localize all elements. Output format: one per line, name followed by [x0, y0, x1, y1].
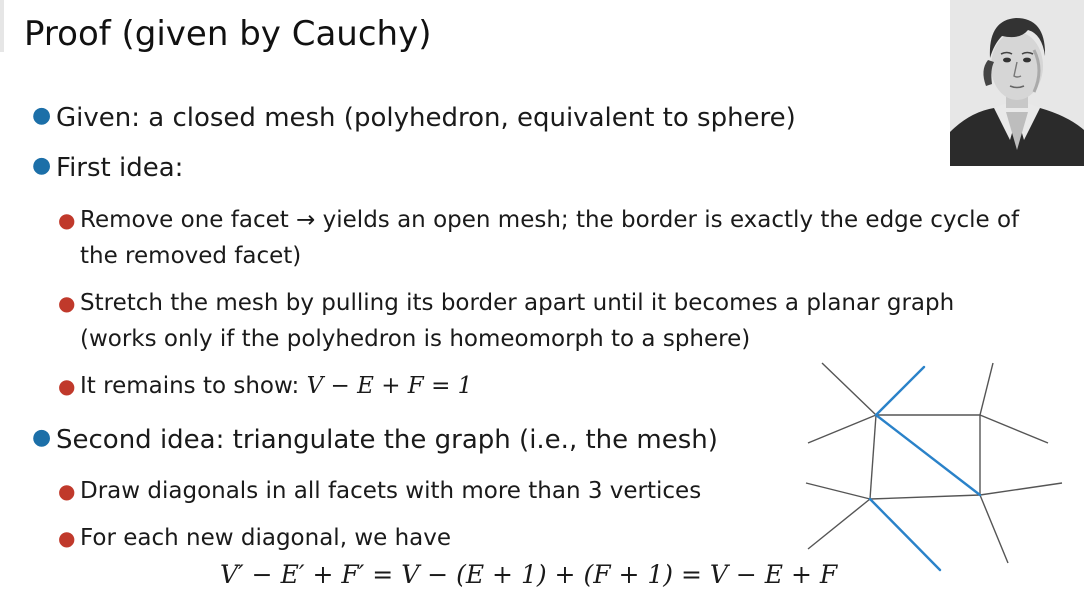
- bullet-second-idea-text: Second idea: triangulate the graph (i.e., the mesh): [56, 425, 718, 455]
- blue-edge: [876, 367, 924, 415]
- sub-bullet-remains-prefix: It remains to show:: [80, 373, 307, 399]
- bullet-given: [32, 103, 796, 134]
- graph-edge: [980, 415, 1048, 443]
- bullet-dot: ●: [32, 425, 52, 450]
- graph-edge: [980, 483, 1062, 495]
- diagonal-formula: V′ − E′ + F′ = V − (E + 1) + (F + 1) = V − E + F: [220, 560, 838, 589]
- sub-bullet-draw-diagonals-text: Draw diagonals in all facets with more than 3 vertices: [80, 478, 702, 504]
- graph-edge: [808, 499, 870, 549]
- bullet-dot: ●: [32, 103, 52, 128]
- bullet-first-idea-text: First idea:: [56, 153, 184, 183]
- graph-edge: [980, 363, 993, 415]
- graph-edge: [980, 495, 1008, 563]
- slide-edge-marker: [0, 0, 4, 52]
- bullet-second-idea: [32, 425, 718, 456]
- sub-bullet-each-diagonal-text: For each new diagonal, we have: [80, 525, 452, 551]
- blue-edge: [870, 499, 940, 570]
- graph-edge: [808, 415, 876, 443]
- sub-bullet-dot: ●: [58, 291, 76, 315]
- sub-bullet-draw-diagonals: [58, 473, 702, 509]
- graph-edge: [822, 363, 876, 415]
- bullet-given-text: Given: a closed mesh (polyhedron, equivalent to sphere): [56, 103, 796, 133]
- diagonal-edge: [876, 415, 980, 495]
- sub-bullet-stretch-mesh: [58, 285, 1000, 357]
- graph-edge: [870, 415, 876, 499]
- sub-bullet-remove-facet-text: Remove one facet → yields an open mesh; the border is exactly the edge cycle of the removed facet): [80, 207, 1020, 269]
- cauchy-portrait: [950, 0, 1084, 166]
- graph-edge: [806, 483, 870, 499]
- bullet-first-idea: [32, 153, 184, 184]
- sub-bullet-remove-facet: [58, 202, 1040, 274]
- sub-bullet-stretch-mesh-text: Stretch the mesh by pulling its border apart until it becomes a planar graph (works only if the polyhedron is homeomorph to a sphere): [80, 290, 955, 352]
- euler-equation: V − E + F = 1: [306, 373, 473, 399]
- graph-edge: [870, 495, 980, 499]
- sub-bullet-each-diagonal: [58, 520, 452, 556]
- sub-bullet-dot: ●: [58, 374, 76, 398]
- bullet-dot: ●: [32, 153, 52, 178]
- sub-bullet-dot: ●: [58, 526, 76, 550]
- sub-bullet-dot: ●: [58, 208, 76, 232]
- sub-bullet-dot: ●: [58, 479, 76, 503]
- sub-bullet-remains-to-show: [58, 368, 473, 404]
- slide-title: Proof (given by Cauchy): [24, 14, 432, 54]
- planar-graph-diagram: [800, 355, 1070, 580]
